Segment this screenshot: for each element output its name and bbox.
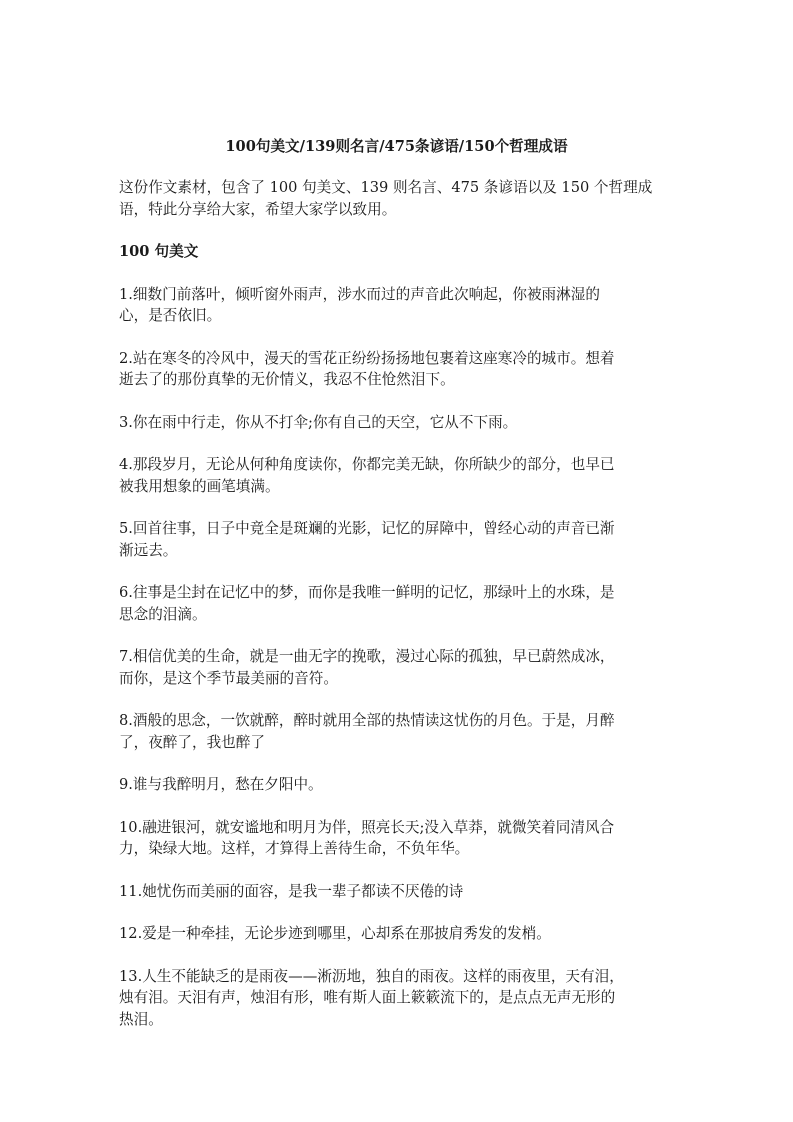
quote-item (119, 881, 679, 903)
quote-line: 8.酒般的思念，一饮就醉，醉时就用全部的热情读这忧伤的月色。于是，月醉 (119, 712, 615, 729)
quote-item (119, 923, 679, 945)
quote-line: 10.融进银河，就安谧地和明月为伴，照亮长天;没入草莽，就微笑着同清风合 (119, 818, 615, 836)
quote-item (119, 348, 679, 391)
quote-item (119, 412, 679, 434)
quote-item (119, 518, 679, 561)
quote-item (119, 817, 679, 860)
quote-line: 烛有泪。天泪有声，烛泪有形，唯有斯人面上簌簌流下的，是点点无声无形的 (119, 989, 616, 1006)
quote-line: 力，染绿大地。这样，才算得上善待生命，不负年华。 (119, 840, 470, 857)
quote-item (119, 284, 679, 327)
intro-line: 这份作文素材，包含了 100 句美文、139 则名言、475 条谚语以及 150 个哲理成 (119, 179, 653, 196)
quote-line: 5.回首往事，日子中竟全是斑斓的光影，记忆的屏障中，曾经心动的声音已渐 (119, 520, 615, 537)
quote-item (119, 966, 679, 1031)
quote-line: 7.相信优美的生命，就是一曲无字的挽歌，漫过心际的孤独，早已蔚然成冰， (119, 648, 615, 665)
intro-paragraph (119, 177, 679, 220)
intro-line: 语，特此分享给大家，希望大家学以致用。 (119, 200, 397, 218)
quote-line: 心，是否依旧。 (119, 307, 222, 324)
quote-line: 思念的泪滴。 (119, 605, 207, 623)
quote-line: 被我用想象的画笔填满。 (119, 477, 280, 495)
document-body (119, 177, 679, 1051)
quote-item (119, 774, 679, 796)
quote-item (119, 710, 679, 753)
quote-line: 1.细数门前落叶，倾听窗外雨声，涉水而过的声音此次响起，你被雨淋湿的 (119, 285, 600, 303)
quote-line: 9.谁与我醉明月，愁在夕阳中。 (119, 776, 323, 793)
quote-line: 2.站在寒冬的冷风中，漫天的雪花正纷纷扬扬地包裹着这座寒冷的城市。想着 (119, 349, 615, 367)
quote-list (119, 284, 679, 1031)
document-title: 100句美文/139则名言/475条谚语/150个哲理成语 (225, 138, 568, 155)
quote-item (119, 454, 679, 497)
quote-line: 3.你在雨中行走，你从不打伞;你有自己的天空，它从不下雨。 (119, 413, 518, 431)
quote-item (119, 646, 679, 689)
quote-line: 12.爱是一种牵挂，无论步迹到哪里，心却系在那披肩秀发的发梢。 (119, 925, 551, 942)
quote-line: 4.那段岁月，无论从何种角度读你，你都完美无缺，你所缺少的部分，也早已 (119, 456, 615, 473)
quote-line: 6.往事是尘封在记忆中的梦，而你是我唯一鲜明的记忆，那绿叶上的水珠，是 (119, 584, 615, 601)
section-heading (119, 241, 679, 263)
quote-line: 而你，是这个季节最美丽的音符。 (119, 669, 338, 687)
quote-line: 了，夜醉了，我也醉了 (119, 733, 265, 751)
quote-line: 逝去了的那份真挚的无价情义，我忍不住怆然泪下。 (119, 371, 455, 388)
quote-item (119, 582, 679, 625)
quote-line: 13.人生不能缺乏的是雨夜——淅沥地，独自的雨夜。这样的雨夜里，天有泪， (119, 967, 624, 985)
quote-line: 渐远去。 (119, 541, 178, 559)
section-heading-text: 100 句美文 (119, 243, 199, 260)
quote-line: 11.她忧伤而美丽的面容，是我一辈子都读不厌倦的诗 (119, 882, 464, 900)
quote-line: 热泪。 (119, 1010, 163, 1028)
